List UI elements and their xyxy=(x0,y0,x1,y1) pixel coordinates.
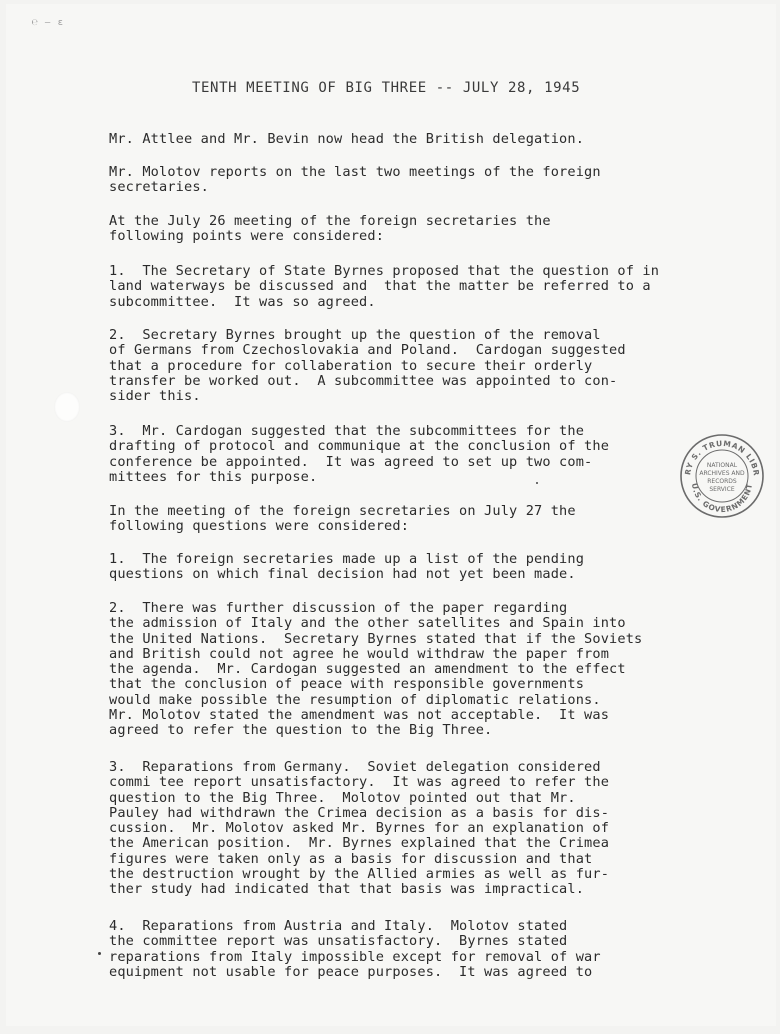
list-item: 3. Mr. Cardogan suggested that the subcommittees for the drafting of protocol and communique at the conclusion of the conference be appointed. It was agreed to set up two com- mittees for this purpose. xyxy=(109,423,610,485)
paragraph: In the meeting of the foreign secretaries on July 27 the following questions were considered: xyxy=(109,503,576,535)
paragraph: Mr. Attlee and Mr. Bevin now head the British delegation. xyxy=(109,131,585,147)
stamp-bottom-text: U.S. GOVERNMENT xyxy=(689,482,755,515)
stamp-line: RECORDS xyxy=(707,478,737,485)
document-title: TENTH MEETING OF BIG THREE -- JULY 28, 1945 xyxy=(192,80,581,96)
list-item: 3. Reparations from Germany. Soviet delegation considered commi tee report unsatisfactory. It was agreed to refer the question to the Big Three. Molotov pointed out that Mr. Pauley had withdrawn the Crimea decision as a basis for dis- cussion. Mr. Molotov asked Mr. Byrnes for an explanation of the American position. Mr. Byrnes explained that the Crimea figures were taken only as a basis for discussion and that the destruction wrought by the Allied armies as well as fur- ther study had indicated that that basis was impractical. xyxy=(109,759,610,898)
ink-speck xyxy=(98,952,101,955)
corner-mark: ℮ — ε xyxy=(32,18,65,28)
stamp-top-text: RY S. TRUMAN LIBR xyxy=(683,438,762,477)
document-page xyxy=(6,4,776,1026)
archive-stamp-icon xyxy=(678,432,766,520)
stamp-line: SERVICE xyxy=(709,486,735,493)
paragraph: Mr. Molotov reports on the last two meetings of the foreign secretaries. xyxy=(109,164,601,196)
paragraph: At the July 26 meeting of the foreign secretaries the following points were considered: xyxy=(109,213,551,245)
list-item: 2. Secretary Byrnes brought up the question of the removal of Germans from Czechoslovakia and Poland. Cardogan suggested that a procedure for collaberation to secure their orderly transfer be worked out. A subcommittee was appointed to con- sider this. xyxy=(109,327,626,405)
punch-hole xyxy=(54,392,80,422)
stamp-line: ARCHIVES AND xyxy=(699,470,745,477)
list-item: 1. The Secretary of State Byrnes proposed that the question of in land waterways be discussed and that the matter be referred to a subcommittee. It was so agreed. xyxy=(109,263,660,310)
stamp-line: NATIONAL xyxy=(706,462,738,469)
ink-speck xyxy=(536,482,538,484)
list-item: 1. The foreign secretaries made up a list of the pending questions on which final decision had not yet been made. xyxy=(109,551,585,583)
list-item: 2. There was further discussion of the paper regarding the admission of Italy and the other satellites and Spain into the United Nations. Secretary Byrnes stated that if the Soviets and British could not agree he would withdraw the paper from the agenda. Mr. Cardogan suggested an amendment to the effect that the conclusion of peace with responsible governments would make possible the resumption of diplomatic relations. Mr. Molotov stated the amendment was not acceptable. It was agreed to refer the question to the Big Three. xyxy=(109,600,643,739)
list-item: 4. Reparations from Austria and Italy. Molotov stated the committee report was unsatisfactory. Byrnes stated reparations from Italy impossible except for removal of war equipment not usable for peace purposes. It was agreed to xyxy=(109,918,601,980)
archive-stamp xyxy=(678,432,766,520)
